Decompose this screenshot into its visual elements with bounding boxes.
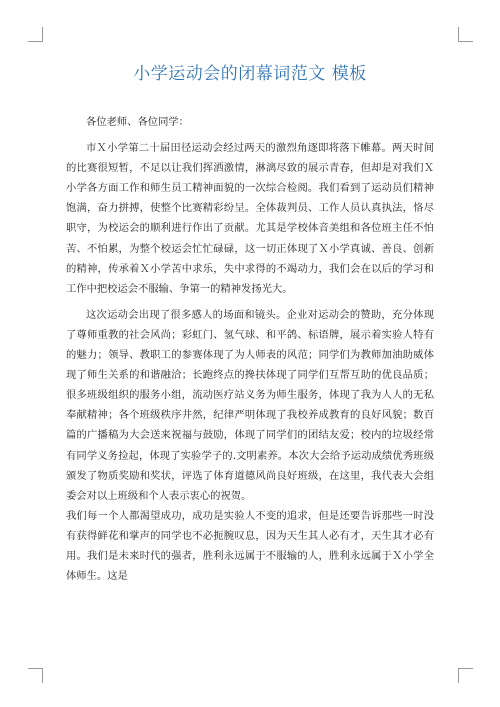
document-title: 小学运动会的闭幕词范文 模板 [133,64,367,84]
greeting-line: 各位老师、各位同学： [86,116,189,128]
paragraph-3: 我们每一个人都渴望成功，成功是实验人不变的追求，但是还要告诉那些一时没有获得鲜花和掌声的同学也不必扼腕叹息，因为天生其人必有才，天生其才必有用。我们是未来时代的强者，胜利永远属于不服输的人，胜利永远属于Ｘ小学全体师生。这是 [66,509,434,583]
paragraph-2: 这次运动会出现了很多感人的场面和镜头。企业对运动会的赞助，充分体现了尊师重教的社会风尚；彩虹门、氢气球、和平鸽、标语牌，展示着实验人特有的魅力；领导、教职工的参赛体现了为人师表的风范；同学们为教师加油助威体现了师生关系的和谐融洽；长跑终点的搀扶体现了同学们互帮互助的优良品质；很多班级组织的服务小组，流动医疗站义务为师生服务，体现了我为人人的无私奉献精神；各个班级秩序井然，纪律严明体现了我校养成教育的良好风貌；数百篇的广播稿为大会送来祝福与鼓励，体现了同学们的团结友爱；校内的垃圾经常有同学义务捡起，体现了实验学子的.文明素养。本次大会给予运动成绩优秀班级颁发了物质奖励和奖状，评选了体育道德风尚良好班级，在这里，我代表大会组委会对以上班级和个人表示衷心的祝贺。 [66,308,434,502]
paragraph-1: 市Ｘ小学第二十届田径运动会经过两天的激烈角逐即将落下帷幕。两天时间的比赛很短暂，不足以让我们挥洒激情，淋漓尽致的展示青春，但却是对我们Ｘ小学各方面工作和师生员工精神面貌的一次综合检阅。我们看到了运动员们精神饱满，奋力拼搏，使整个比赛精彩纷呈。全体裁判员、工作人员认真执法，恪尽职守，为校运会的顺利进行作出了贡献。尤其是学校体音美组和各位班主任不怕苦、不怕累，为整个校运会忙忙碌碌，这一切正体现了Ｘ小学真诚、善良、创新的精神，传承着Ｘ小学苦中求乐，失中求得的不竭动力，我们会在以后的学习和工作中把校运会不服输、争第一的精神发扬光大。 [66,142,434,295]
crop-mark-bottom-right [458,668,473,683]
crop-mark-top-right [458,27,473,42]
crop-mark-top-left [28,27,43,42]
document-body [66,112,434,586]
crop-mark-bottom-left [28,668,43,683]
